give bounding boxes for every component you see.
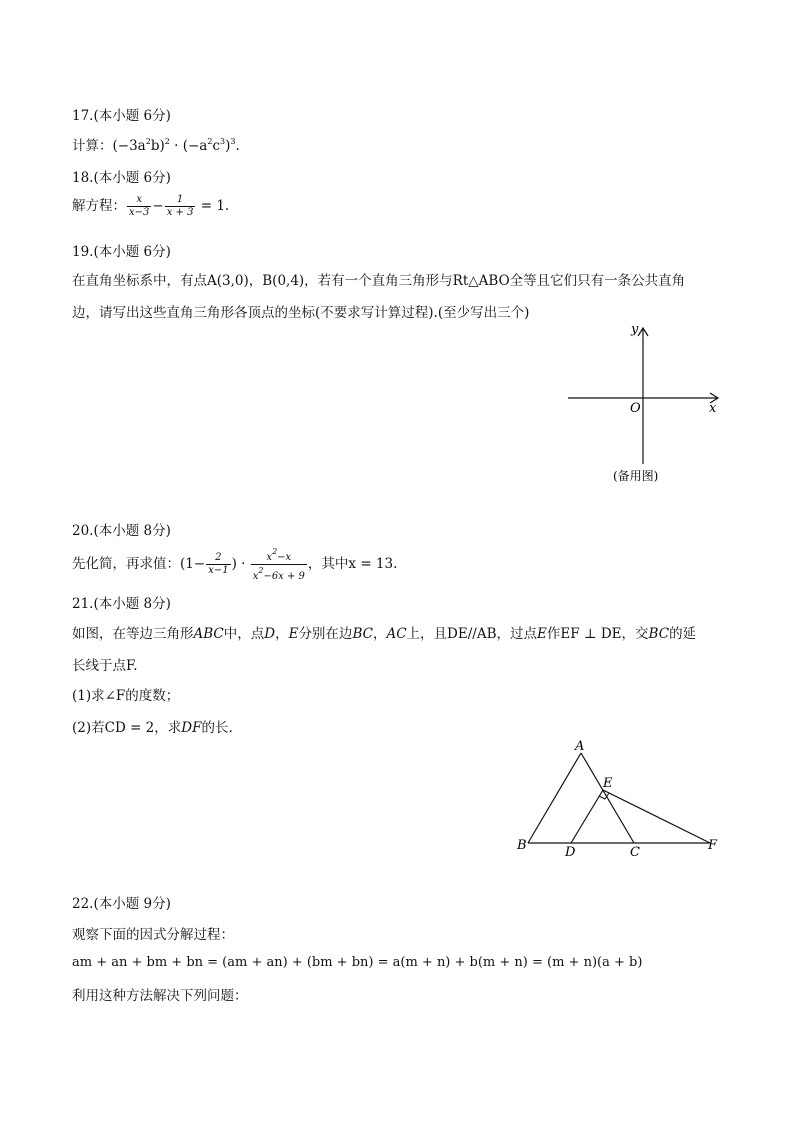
fraction: $\frac{x^2-x}{x^2-6x + 9}$ [252, 547, 305, 582]
q22-header: 22.(本小题 9分) [72, 896, 171, 912]
q17-expression: 计算：$(-3a^2b)^2 \cdot (-a^2c^3)^3$. [72, 137, 240, 154]
q22-text-1: 观察下面的因式分解过程： [72, 927, 234, 943]
q21-header: 21.(本小题 8分) [72, 596, 171, 612]
q18-equation: 解方程： $\frac{x}{x-3}$ − $\frac{1}{x + 3}$ = 1. [72, 194, 230, 218]
y-axis-label: y [631, 322, 639, 337]
q19-text-2: 边，请写出这些直角三角形各顶点的坐标(不要求写计算过程).(至少写出三个) [72, 305, 530, 321]
q22-formula: am + an + bm + bn = (am + an) + (bm + bn) = a(m + n) + b(m + n) = (m + n)(a + b) [72, 955, 643, 970]
point-b-label: B [517, 838, 527, 853]
q19-header: 19.(本小题 6分) [72, 244, 171, 260]
x-axis-label: x [709, 401, 717, 416]
q18-header: 18.(本小题 6分) [72, 170, 171, 186]
origin-label: O [630, 401, 641, 416]
segment-de [571, 790, 603, 843]
point-a-label: A [575, 739, 585, 754]
fraction: $\frac{x}{x-3}$ [129, 194, 150, 218]
segment-ac [581, 753, 634, 843]
point-d-label: D [565, 845, 576, 860]
q17-header: 17.(本小题 6分) [72, 108, 171, 124]
point-e-label: E [603, 776, 613, 791]
fraction: $\frac{2}{x-1}$ [208, 552, 229, 576]
q21-text-2: 长线于点F. [72, 658, 138, 674]
q21-text-1: 如图，在等边三角形ABC中，点D，E分别在边BC，AC上，且DE//AB，过点E作EF ⊥ DE，交BC的延 [72, 626, 697, 642]
q20-expression: 先化简，再求值：(1− $\frac{2}{x-1}$ ) · $\frac{x^2-x}{x^2-6x + 9}$ ，其中x = 13. [72, 547, 398, 582]
q19-text-1: 在直角坐标系中，有点A(3,0)，B(0,4)，若有一个直角三角形与Rt△ABO全等且它们只有一条公共直角 [72, 273, 686, 289]
coordinate-axes-figure [560, 318, 740, 488]
q21-part-1: (1)求∠F的度数； [72, 688, 180, 704]
figure-caption: (备用图) [613, 469, 659, 483]
fraction: $\frac{1}{x + 3}$ [166, 194, 194, 218]
q20-header: 20.(本小题 8分) [72, 523, 171, 539]
segment-ab [528, 753, 581, 843]
triangle-figure [510, 735, 725, 860]
point-c-label: C [630, 845, 640, 860]
q21-part-2: (2)若CD = 2，求DF的长. [72, 720, 233, 736]
point-f-label: F [708, 838, 718, 853]
q22-text-2: 利用这种方法解决下列问题： [72, 988, 248, 1004]
